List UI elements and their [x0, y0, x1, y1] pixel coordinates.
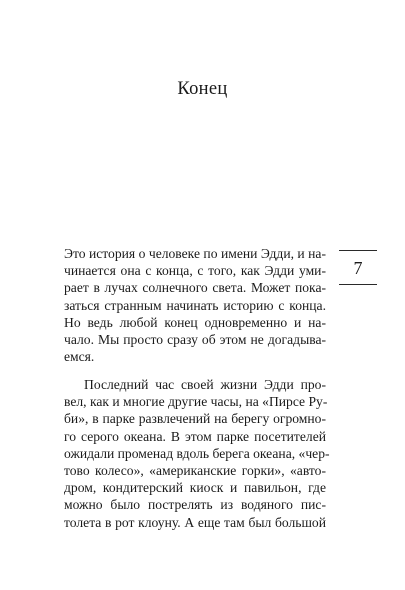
page-number: 7: [353, 258, 363, 278]
text-line: ожидали променад вдоль берега океана, «чер-: [64, 445, 330, 461]
text-line: можно было пострелять из водяного пис-: [64, 497, 326, 513]
text-line: Это история о человеке по имени Эдди, и на-: [64, 246, 326, 261]
paragraph-1: [64, 245, 326, 365]
text-line: дром, кондитерский киоск и павильон, где: [64, 480, 326, 496]
text-line: тово колесо», «американские горки», «авто-: [64, 463, 326, 479]
text-line: толета в рот клоуну. А еще там был большой: [64, 514, 326, 530]
text-line: го серого океана. В этом парке посетителей: [64, 428, 326, 444]
text-line: чало. Мы просто сразу об этом не догадыва-: [64, 332, 326, 348]
text-line: емся.: [64, 349, 95, 365]
paragraph-2: [64, 376, 330, 531]
text-line: Но ведь любой конец одновременно и на-: [64, 314, 326, 330]
text-line: вел, как и многие другие часы, на «Пирсе Ру-: [64, 394, 328, 410]
page-number-marker: [339, 250, 377, 285]
page-number-bottom-rule: [339, 284, 377, 285]
text-line: чинается она с конца, с того, как Эдди уми-: [64, 263, 326, 279]
text-line: Последний час своей жизни Эдди про-: [84, 377, 326, 392]
chapter-title: Конец: [177, 79, 228, 99]
text-line: би», в парке развлечений на берегу огромно-: [64, 411, 326, 427]
text-line: заться странным начинать историю с конца.: [64, 297, 326, 313]
text-line: рает в лучах солнечного света. Может пока-: [64, 280, 326, 296]
